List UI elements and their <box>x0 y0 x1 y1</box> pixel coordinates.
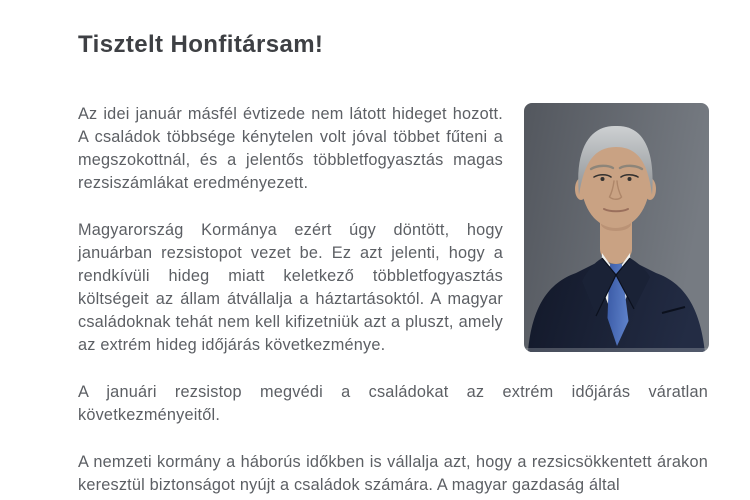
letter-title: Tisztelt Honfitársam! <box>78 31 324 58</box>
portrait-eye-left <box>601 177 605 181</box>
portrait-illustration <box>524 103 709 352</box>
paragraph-cold-january: Az idei január másfél évtizede nem látott hideget hozott. A családok többsége kénytelen volt jóval többet fűteni a megszokottnál, és a jelentős többletfogyasztás magas rezsiszámlákat eredményezett. <box>78 105 503 192</box>
paragraph-national-government: A nemzeti kormány a háborús időkben is vállalja azt, hogy a rezsicsökkentett árakon keresztül biztonságot nyújt a családok számára. A magyar gazdaság által <box>78 453 708 494</box>
portrait-eye-right <box>628 177 632 181</box>
paragraph-rezsistop-decision: Magyarország Kormánya ezért úgy döntött, hogy januárban rezsistopot vezet be. Ez azt jelenti, hogy a rendkívüli hideg miatt keletkező többletfogyasztás költségeit az állam átvállalja a háztartásoktól. A magyar családoknak tehát nem kell kifizetniük azt a pluszt, amely az extrém hideg időjárás következménye. <box>78 221 503 354</box>
portrait-bottom-strip <box>524 348 709 352</box>
paragraph-protection: A januári rezsistop megvédi a családokat az extrém időjárás váratlan következményeitől. <box>78 383 708 424</box>
portrait-photo <box>524 103 709 352</box>
